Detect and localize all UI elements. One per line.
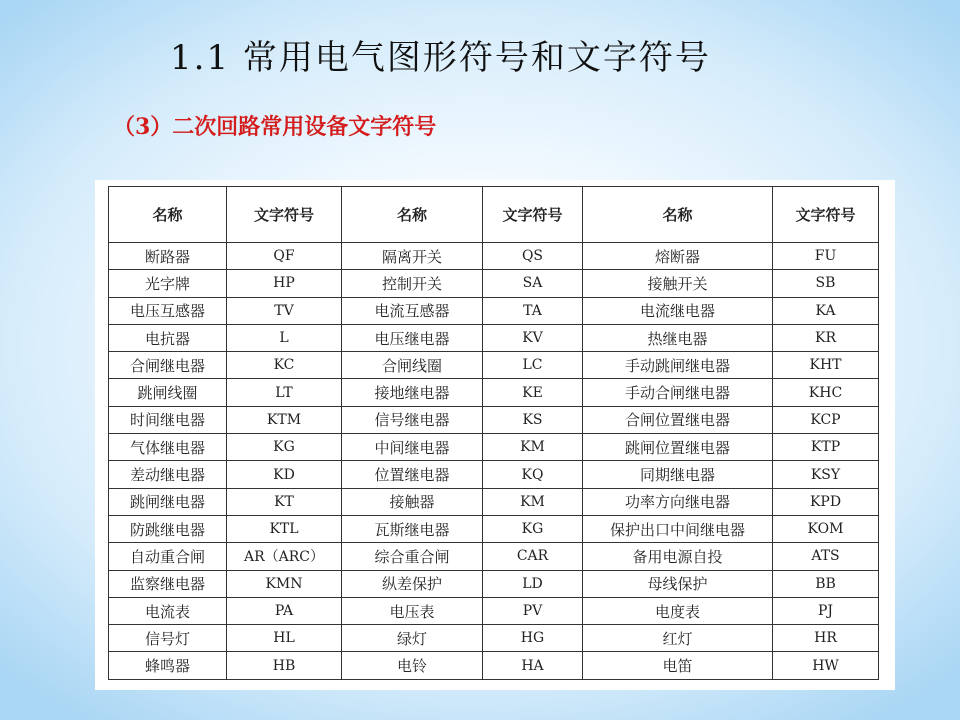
symbol-code-cell: QS (483, 243, 583, 270)
symbol-code-cell: HP (227, 270, 342, 297)
symbol-code-cell: PA (227, 597, 342, 624)
symbol-code-cell: CAR (483, 543, 583, 570)
table-panel (95, 180, 895, 690)
symbol-code-cell: KV (483, 324, 583, 351)
header-name-2: 名称 (342, 187, 483, 243)
symbol-code-cell: KS (483, 406, 583, 433)
symbol-code-cell: KTP (773, 434, 879, 461)
slide-title: 1.1 常用电气图形符号和文字符号 (170, 38, 711, 78)
symbol-code-cell: HW (773, 652, 879, 679)
device-name-cell: 热继电器 (583, 324, 773, 351)
device-name-cell: 电压互感器 (109, 297, 227, 324)
symbol-code-cell: KG (483, 515, 583, 542)
table-row (109, 652, 879, 679)
device-name-cell: 电压继电器 (342, 324, 483, 351)
table-row (109, 515, 879, 542)
device-name-cell: 瓦斯继电器 (342, 515, 483, 542)
device-name-cell: 气体继电器 (109, 434, 227, 461)
device-name-cell: 同期继电器 (583, 461, 773, 488)
device-name-cell: 差动继电器 (109, 461, 227, 488)
symbol-code-cell: HA (483, 652, 583, 679)
table-row (109, 625, 879, 652)
symbol-code-cell: KR (773, 324, 879, 351)
table-header-row (109, 187, 879, 243)
device-name-cell: 监察继电器 (109, 570, 227, 597)
symbol-code-cell: KM (483, 488, 583, 515)
symbol-code-cell: KSY (773, 461, 879, 488)
symbol-code-cell: FU (773, 243, 879, 270)
device-name-cell: 红灯 (583, 625, 773, 652)
device-name-cell: 电流继电器 (583, 297, 773, 324)
header-code-2: 文字符号 (483, 187, 583, 243)
symbol-code-cell: LT (227, 379, 342, 406)
device-name-cell: 接地继电器 (342, 379, 483, 406)
device-name-cell: 手动跳闸继电器 (583, 352, 773, 379)
device-name-cell: 光字牌 (109, 270, 227, 297)
device-name-cell: 跳闸线圈 (109, 379, 227, 406)
device-name-cell: 绿灯 (342, 625, 483, 652)
header-code-1: 文字符号 (227, 187, 342, 243)
symbol-code-cell: KD (227, 461, 342, 488)
device-name-cell: 位置继电器 (342, 461, 483, 488)
device-name-cell: 备用电源自投 (583, 543, 773, 570)
symbol-code-cell: KHC (773, 379, 879, 406)
symbol-code-cell: KCP (773, 406, 879, 433)
symbol-code-cell: KHT (773, 352, 879, 379)
device-name-cell: 断路器 (109, 243, 227, 270)
header-name-3: 名称 (583, 187, 773, 243)
symbol-code-cell: PV (483, 597, 583, 624)
symbol-code-cell: KC (227, 352, 342, 379)
device-name-cell: 母线保护 (583, 570, 773, 597)
table-row (109, 243, 879, 270)
symbol-code-cell: KMN (227, 570, 342, 597)
table-row (109, 488, 879, 515)
symbol-code-cell: LC (483, 352, 583, 379)
symbol-code-cell: KA (773, 297, 879, 324)
symbol-code-cell: TV (227, 297, 342, 324)
symbol-code-cell: PJ (773, 597, 879, 624)
symbol-code-cell: HG (483, 625, 583, 652)
table-row (109, 543, 879, 570)
table-row (109, 379, 879, 406)
table-row (109, 434, 879, 461)
device-name-cell: 熔断器 (583, 243, 773, 270)
device-name-cell: 信号继电器 (342, 406, 483, 433)
symbol-code-cell: ATS (773, 543, 879, 570)
device-name-cell: 自动重合闸 (109, 543, 227, 570)
symbol-code-cell: KM (483, 434, 583, 461)
device-name-cell: 跳闸继电器 (109, 488, 227, 515)
device-name-cell: 接触开关 (583, 270, 773, 297)
symbol-code-cell: KTL (227, 515, 342, 542)
symbol-code-cell: SB (773, 270, 879, 297)
table-row (109, 270, 879, 297)
device-name-cell: 隔离开关 (342, 243, 483, 270)
symbols-table (108, 186, 879, 680)
symbol-code-cell: HR (773, 625, 879, 652)
device-name-cell: 电度表 (583, 597, 773, 624)
symbol-code-cell: KQ (483, 461, 583, 488)
device-name-cell: 跳闸位置继电器 (583, 434, 773, 461)
symbol-code-cell: KG (227, 434, 342, 461)
symbol-code-cell: LD (483, 570, 583, 597)
table-row (109, 297, 879, 324)
symbol-code-cell: HL (227, 625, 342, 652)
device-name-cell: 控制开关 (342, 270, 483, 297)
symbol-code-cell: KOM (773, 515, 879, 542)
symbol-code-cell: SA (483, 270, 583, 297)
table-row (109, 352, 879, 379)
table-body (109, 243, 879, 680)
symbol-code-cell: TA (483, 297, 583, 324)
slide-subtitle: （3）二次回路常用设备文字符号 (113, 114, 437, 140)
device-name-cell: 纵差保护 (342, 570, 483, 597)
device-name-cell: 电铃 (342, 652, 483, 679)
table-row (109, 324, 879, 351)
header-name-1: 名称 (109, 187, 227, 243)
table-row (109, 461, 879, 488)
device-name-cell: 合闸线圈 (342, 352, 483, 379)
device-name-cell: 时间继电器 (109, 406, 227, 433)
symbol-code-cell: L (227, 324, 342, 351)
symbol-code-cell: KTM (227, 406, 342, 433)
device-name-cell: 电笛 (583, 652, 773, 679)
device-name-cell: 电压表 (342, 597, 483, 624)
symbol-code-cell: QF (227, 243, 342, 270)
symbol-code-cell: KT (227, 488, 342, 515)
device-name-cell: 接触器 (342, 488, 483, 515)
device-name-cell: 手动合闸继电器 (583, 379, 773, 406)
device-name-cell: 中间继电器 (342, 434, 483, 461)
device-name-cell: 防跳继电器 (109, 515, 227, 542)
table-row (109, 406, 879, 433)
device-name-cell: 保护出口中间继电器 (583, 515, 773, 542)
header-code-3: 文字符号 (773, 187, 879, 243)
device-name-cell: 合闸位置继电器 (583, 406, 773, 433)
symbol-code-cell: KPD (773, 488, 879, 515)
table-row (109, 597, 879, 624)
device-name-cell: 蜂鸣器 (109, 652, 227, 679)
device-name-cell: 信号灯 (109, 625, 227, 652)
symbol-code-cell: AR（ARC） (227, 543, 342, 570)
symbol-code-cell: HB (227, 652, 342, 679)
symbol-code-cell: KE (483, 379, 583, 406)
symbol-code-cell: BB (773, 570, 879, 597)
device-name-cell: 综合重合闸 (342, 543, 483, 570)
device-name-cell: 电流互感器 (342, 297, 483, 324)
table-row (109, 570, 879, 597)
device-name-cell: 电流表 (109, 597, 227, 624)
device-name-cell: 功率方向继电器 (583, 488, 773, 515)
device-name-cell: 合闸继电器 (109, 352, 227, 379)
device-name-cell: 电抗器 (109, 324, 227, 351)
